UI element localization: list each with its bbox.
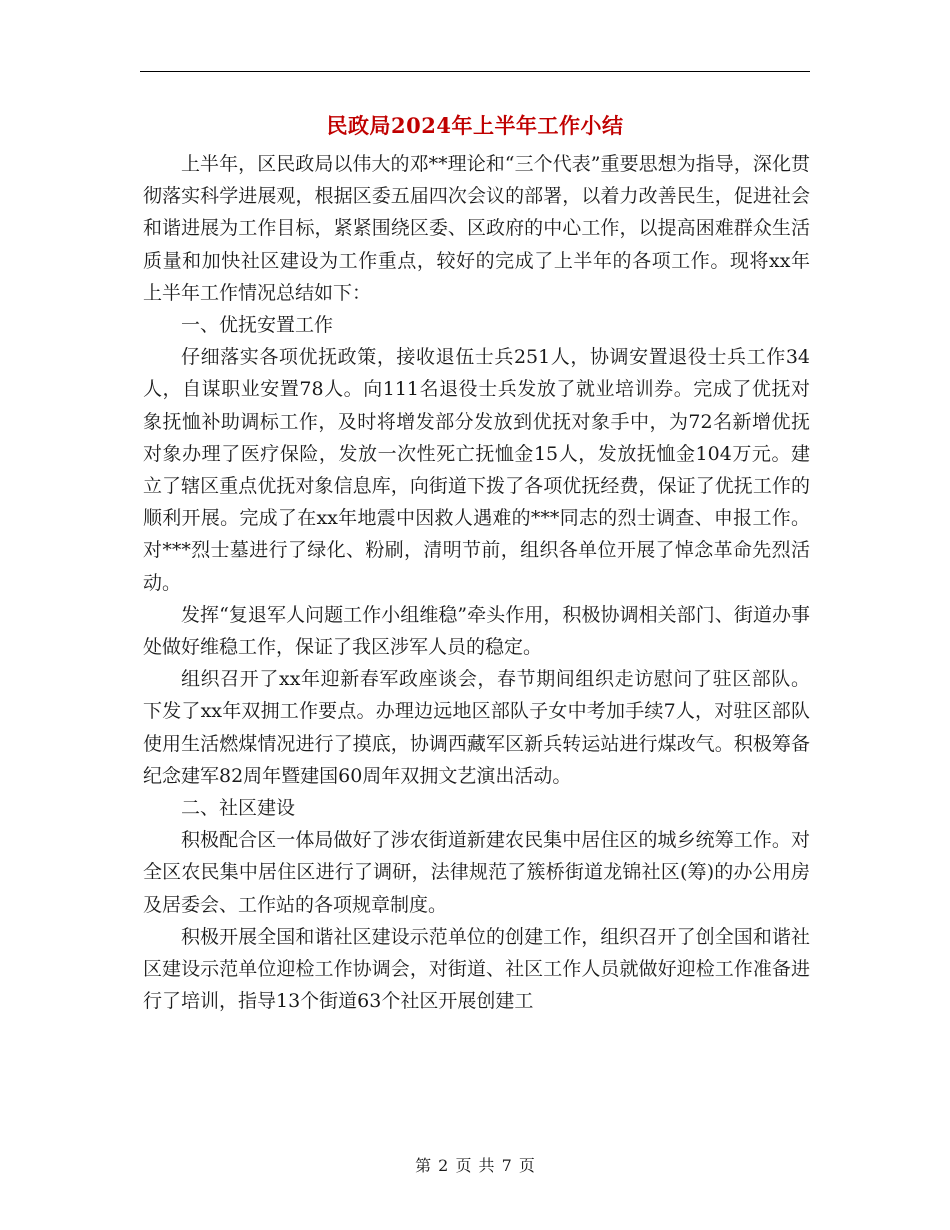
document-title: 民政局2024年上半年工作小结 [326,113,624,138]
body-paragraph: 仔细落实各项优抚政策，接收退伍士兵251人，协调安置退役士兵工作34人，自谋职业安置78人。向111名退役士兵发放了就业培训券。完成了优抚对象抚恤补助调标工作，及时将增发部分发放到优抚对象手中，为72名新增优抚对象办理了医疗保险，发放一次性死亡抚恤金15人，发放抚恤金104万元。建立了辖区重点优抚对象信息库，向街道下拨了各项优抚经费，保证了优抚工作的顺利开展。完成了在xx年地震中因救人遇难的***同志的烈士调查、申报工作。对***烈士墓进行了绿化、粉刷，清明节前，组织各单位开展了悼念革命先烈活动。 [143,346,810,594]
body-paragraph: 积极配合区一体局做好了涉农街道新建农民集中居住区的城乡统筹工作。对全区农民集中居住区进行了调研，法律规范了簇桥街道龙锦社区(筹)的办公用房及居委会、工作站的各项规章制度。 [143,829,810,916]
section-heading-community-building: 二、社区建设 [181,797,296,820]
page-number: 第 2 页 共 7 页 [415,1156,535,1175]
intro-paragraph: 上半年，区民政局以伟大的邓**理论和“三个代表”重要思想为指导，深化贯彻落实科学进展观，根据区委五届四次会议的部署，以着力改善民生，促进社会和谐进展为工作目标，紧紧围绕区委、区政府的中心工作，以提高困难群众生活质量和加快社区建设为工作重点，较好的完成了上半年的各项工作。现将xx年上半年工作情况总结如下： [143,153,810,304]
body-paragraph: 发挥“复退军人问题工作小组维稳”牵头作用，积极协调相关部门、街道办事处做好维稳工作，保证了我区涉军人员的稳定。 [143,603,810,659]
document-body [143,148,810,1017]
body-paragraph: 组织召开了xx年迎新春军政座谈会，春节期间组织走访慰问了驻区部队。下发了xx年双拥工作要点。办理边远地区部队子女中考加手续7人，对驻区部队使用生活燃煤情况进行了摸底，协调西藏军区新兵转运站进行煤改气。积极筹备纪念建军82周年暨建国60周年双拥文艺演出活动。 [143,668,810,787]
section-heading-preferential-care: 一、优抚安置工作 [181,314,334,337]
body-paragraph: 积极开展全国和谐社区建设示范单位的创建工作，组织召开了创全国和谐社区建设示范单位迎检工作协调会，对街道、社区工作人员就做好迎检工作准备进行了培训，指导13个街道63个社区开展创建工 [143,925,810,1013]
header-rule [140,71,810,72]
